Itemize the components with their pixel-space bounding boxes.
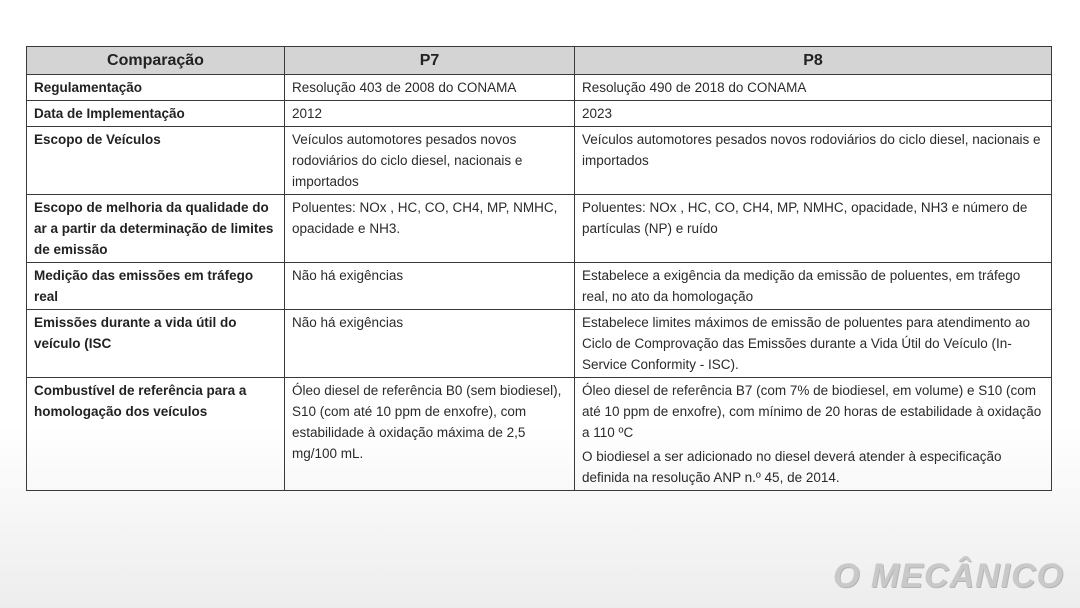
row-label: Medição das emissões em tráfego real [27,263,285,310]
p8-cell [575,378,1052,491]
cell-text: Veículos automotores pesados novos rodoviários do ciclo diesel, nacionais e importados [582,132,1041,168]
table-row [27,310,1052,378]
cell-text: Resolução 403 de 2008 do CONAMA [292,80,517,95]
p7-cell [285,378,575,491]
table-row [27,378,1052,491]
cell-text: Não há exigências [292,315,404,330]
table-row [27,263,1052,310]
comparison-table-container [26,46,1051,491]
row-label: Regulamentação [27,75,285,101]
table-row [27,101,1052,127]
row-label: Combustível de referência para a homologação dos veículos [27,378,285,491]
cell-text: Estabelece limites máximos de emissão de poluentes para atendimento ao Ciclo de Comprovação das Emissões durante a Vida Útil do Veículo (In-Service Conformity - ISC). [582,315,1030,372]
p8-cell [575,263,1052,310]
cell-text: 2023 [582,106,613,121]
p7-cell [285,310,575,378]
p7-cell [285,195,575,263]
p7-cell [285,101,575,127]
comparison-table [26,46,1052,491]
cell-text: Resolução 490 de 2018 do CONAMA [582,80,807,95]
p8-cell [575,127,1052,195]
cell-text: Poluentes: NOx , HC, CO, CH4, MP, NMHC, opacidade, NH3 e número de partículas (NP) e ruído [582,200,1028,236]
cell-text: Estabelece a exigência da medição da emissão de poluentes, em tráfego real, no ato da homologação [582,268,1021,304]
cell-text: Poluentes: NOx , HC, CO, CH4, MP, NMHC, opacidade e NH3. [292,200,558,236]
cell-text: O biodiesel a ser adicionado no diesel deverá atender à especificação definida na resolução ANP n.º 45, de 2014. [582,449,1002,485]
p7-cell [285,127,575,195]
row-label: Escopo de Veículos [27,127,285,195]
table-row [27,127,1052,195]
p8-cell [575,75,1052,101]
table-row [27,75,1052,101]
row-label: Escopo de melhoria da qualidade do ar a partir da determinação de limites de emissão [27,195,285,263]
p8-cell [575,310,1052,378]
cell-text: Óleo diesel de referência B7 (com 7% de biodiesel, em volume) e S10 (com até 10 ppm de enxofre), com mínimo de 20 horas de estabilidade à oxidação a 110 ºC [582,383,1042,440]
header-comparacao: Comparação [27,47,285,75]
brand-watermark: O MECÂNICO [833,557,1064,595]
row-label: Data de Implementação [27,101,285,127]
cell-text: Veículos automotores pesados novos rodoviários do ciclo diesel, nacionais e importados [292,132,523,189]
cell-text: Óleo diesel de referência B0 (sem biodiesel), S10 (com até 10 ppm de enxofre), com estabilidade à oxidação máxima de 2,5 mg/100 mL. [292,383,562,461]
p8-cell [575,101,1052,127]
p7-cell [285,75,575,101]
p8-cell [575,195,1052,263]
p7-cell [285,263,575,310]
cell-text: Não há exigências [292,268,404,283]
table-header-row [27,47,1052,75]
row-label: Emissões durante a vida útil do veículo (ISC [27,310,285,378]
header-p8: P8 [575,47,1052,75]
cell-text: 2012 [292,106,323,121]
table-row [27,195,1052,263]
header-p7: P7 [285,47,575,75]
